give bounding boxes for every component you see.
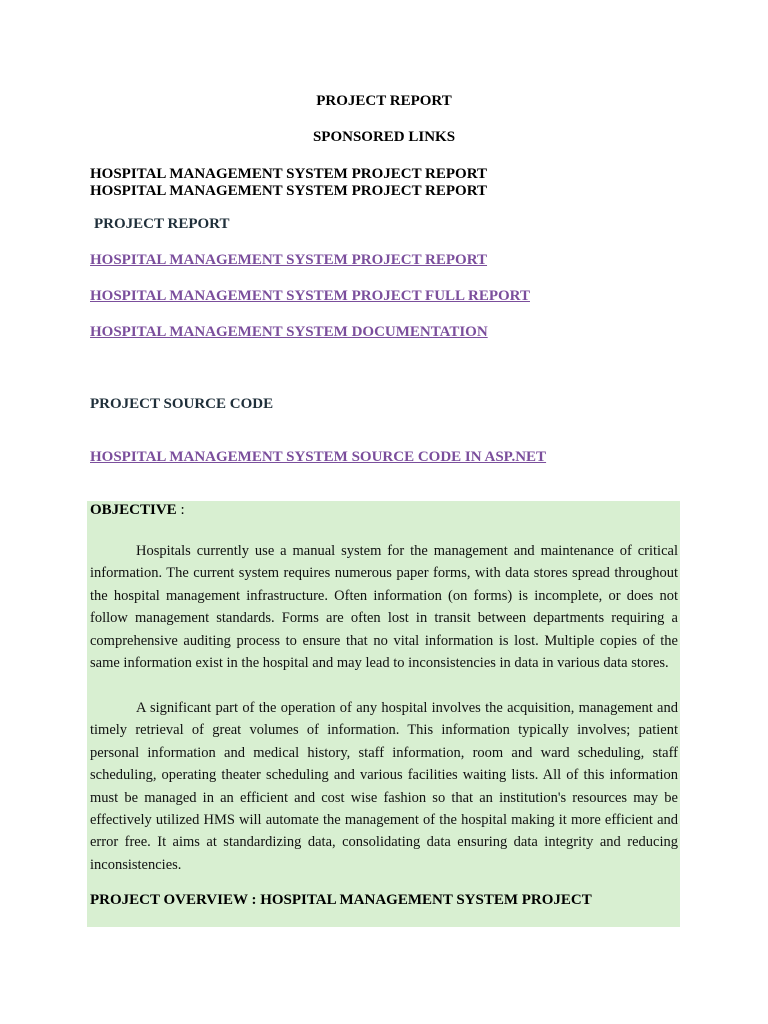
- report-heading: PROJECT REPORT: [94, 216, 230, 232]
- link-documentation[interactable]: HOSPITAL MANAGEMENT SYSTEM DOCUMENTATION: [90, 324, 488, 340]
- link-project-full-report[interactable]: HOSPITAL MANAGEMENT SYSTEM PROJECT FULL REPORT: [90, 288, 530, 304]
- link-project-report[interactable]: HOSPITAL MANAGEMENT SYSTEM PROJECT REPORT: [90, 252, 488, 268]
- link-source-code-aspnet[interactable]: HOSPITAL MANAGEMENT SYSTEM SOURCE CODE IN ASP.NET: [90, 449, 547, 465]
- objective-colon: :: [176, 502, 185, 518]
- sponsored-links-header: SPONSORED LINKS: [312, 129, 456, 145]
- project-overview-heading: PROJECT OVERVIEW : HOSPITAL MANAGEMENT SYSTEM PROJECT: [90, 892, 592, 908]
- title-line-2: HOSPITAL MANAGEMENT SYSTEM PROJECT REPORT: [90, 183, 488, 199]
- title-line-1: HOSPITAL MANAGEMENT SYSTEM PROJECT REPORT: [90, 166, 488, 182]
- source-code-heading: PROJECT SOURCE CODE: [90, 396, 274, 412]
- objective-paragraph-2: A significant part of the operation of any hospital involves the acquisition, management and timely retrieval of great volumes of information. This information typically involves; patient personal information and medical history, staff information, room and ward scheduling, staff scheduling, operating theater scheduling and various facilities waiting lists. All of this information must be managed in an efficient and cost wise fashion so that an institution's resources may be effectively utilized HMS will automate the management of the hospital making it more efficient and error free. It aims at standardizing data, consolidating data ensuring data integrity and reducing inconsistencies.: [90, 700, 678, 873]
- objective-paragraph-1: Hospitals currently use a manual system for the management and maintenance of critical information. The current system requires numerous paper forms, with data stores spread throughout the hospital management infrastructure. Often information (on forms) is incomplete, or does not follow management standards. Forms are often lost in transit between departments requiring a comprehensive auditing process to ensure that no vital information is lost. Multiple copies of the same information exist in the hospital and may lead to inconsistencies in data in various data stores.: [90, 543, 678, 672]
- project-report-header: PROJECT REPORT: [316, 93, 452, 109]
- objective-label: OBJECTIVE: [90, 502, 177, 518]
- objective-heading: [90, 501, 185, 519]
